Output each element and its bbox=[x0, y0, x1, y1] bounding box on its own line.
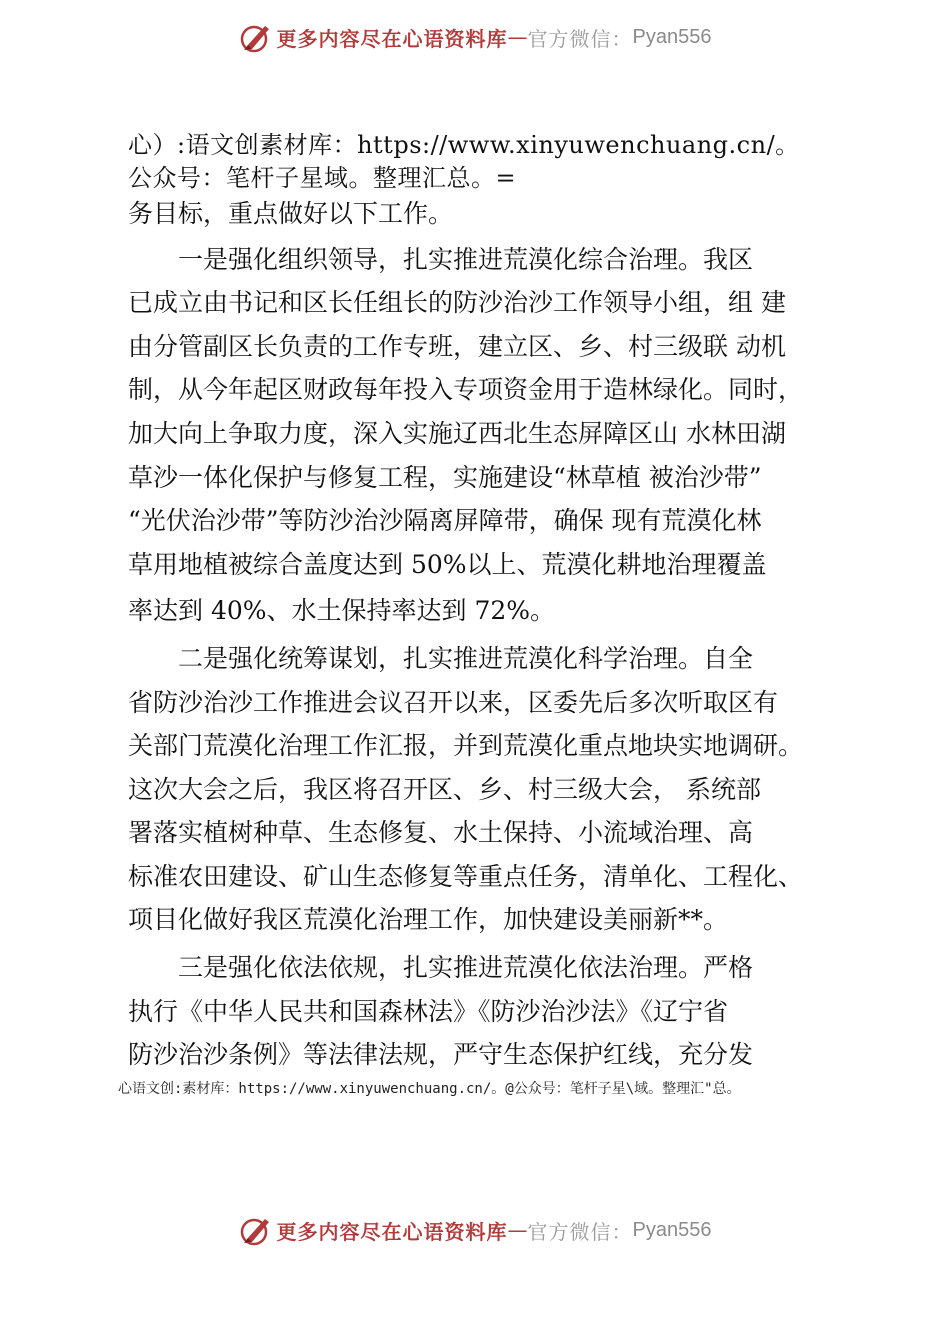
footer-watermark: 心语文创:素材库：https://www.xinyuwenchuang.cn/。@公众号：笔杆子星\域。整理汇"总。 bbox=[118, 1081, 741, 1097]
body-line: 三是强化依法依规，扎实推进荒漠化依法治理。严格 bbox=[128, 953, 754, 982]
body-line: 这次大会之后，我区将召开区、乡、村三级大会， 系统部 bbox=[128, 775, 761, 804]
banner-wechat-label: 官方微信： bbox=[527, 26, 633, 51]
body-line: 执行《中华人民共和国森林法》《防沙治沙法》《辽宁省 bbox=[128, 997, 729, 1026]
body-line: 率达到 40%、水土保持率达到 72%。 bbox=[128, 596, 556, 625]
pen-logo-icon bbox=[239, 20, 273, 54]
body-line: 已成立由书记和区长任组长的防沙治沙工作领导小组，组 建 bbox=[128, 288, 786, 317]
pen-logo-icon bbox=[239, 1213, 273, 1247]
body-line: 加大向上争取力度，深入实施辽西北生态屏障区山 水林田湖 bbox=[128, 419, 786, 448]
banner-slogan: 更多内容尽在心语资料库 bbox=[276, 1219, 508, 1244]
banner-dash: — bbox=[507, 1218, 528, 1242]
banner-wechat-id: Pyan556 bbox=[632, 25, 712, 48]
body-line: 务目标，重点做好以下工作。 bbox=[128, 199, 454, 228]
body-line: 草用地植被综合盖度达到 50%以上、荒漠化耕地治理覆盖 bbox=[128, 550, 767, 579]
body-line: 一是强化组织领导，扎实推进荒漠化综合治理。我区 bbox=[128, 245, 754, 274]
body-line: 项目化做好我区荒漠化治理工作，加快建设美丽新**。 bbox=[128, 905, 729, 934]
banner-wechat-id: Pyan556 bbox=[632, 1218, 712, 1241]
body-line: 关部门荒漠化治理工作汇报，并到荒漠化重点地块实地调研。 bbox=[128, 731, 804, 760]
bottom-banner bbox=[0, 1210, 950, 1250]
body-line: 二是强化统筹谋划，扎实推进荒漠化科学治理。自全 bbox=[128, 644, 754, 673]
body-line: 制，从今年起区财政每年投入专项资金用于造林绿化。同时， bbox=[128, 375, 804, 404]
header-line-1: 心）:语文创素材库：https://www.xinyuwenchuang.cn/。 bbox=[128, 131, 800, 159]
header-line-2: 公众号：笔杆子星域。整理汇总。= bbox=[128, 164, 517, 192]
banner-slogan: 更多内容尽在心语资料库 bbox=[276, 26, 508, 51]
body-line: 防沙治沙条例》等法律法规，严守生态保护红线，充分发 bbox=[128, 1040, 754, 1069]
body-line: 署落实植树种草、生态修复、水土保持、小流域治理、高 bbox=[128, 818, 754, 847]
top-banner bbox=[0, 17, 950, 57]
body-line: 标准农田建设、矿山生态修复等重点任务，清单化、工程化、 bbox=[128, 862, 804, 891]
banner-dash: — bbox=[507, 25, 528, 49]
banner-wechat-label: 官方微信： bbox=[527, 1219, 633, 1244]
body-line: 草沙一体化保护与修复工程，实施建设“林草植 被治沙带” bbox=[128, 463, 762, 492]
body-line: 省防沙治沙工作推进会议召开以来，区委先后多次听取区有 bbox=[128, 688, 779, 717]
body-line: “光伏治沙带”等防沙治沙隔离屏障带，确保 现有荒漠化林 bbox=[128, 506, 762, 535]
body-line: 由分管副区长负责的工作专班，建立区、乡、村三级联 动机 bbox=[128, 332, 786, 361]
